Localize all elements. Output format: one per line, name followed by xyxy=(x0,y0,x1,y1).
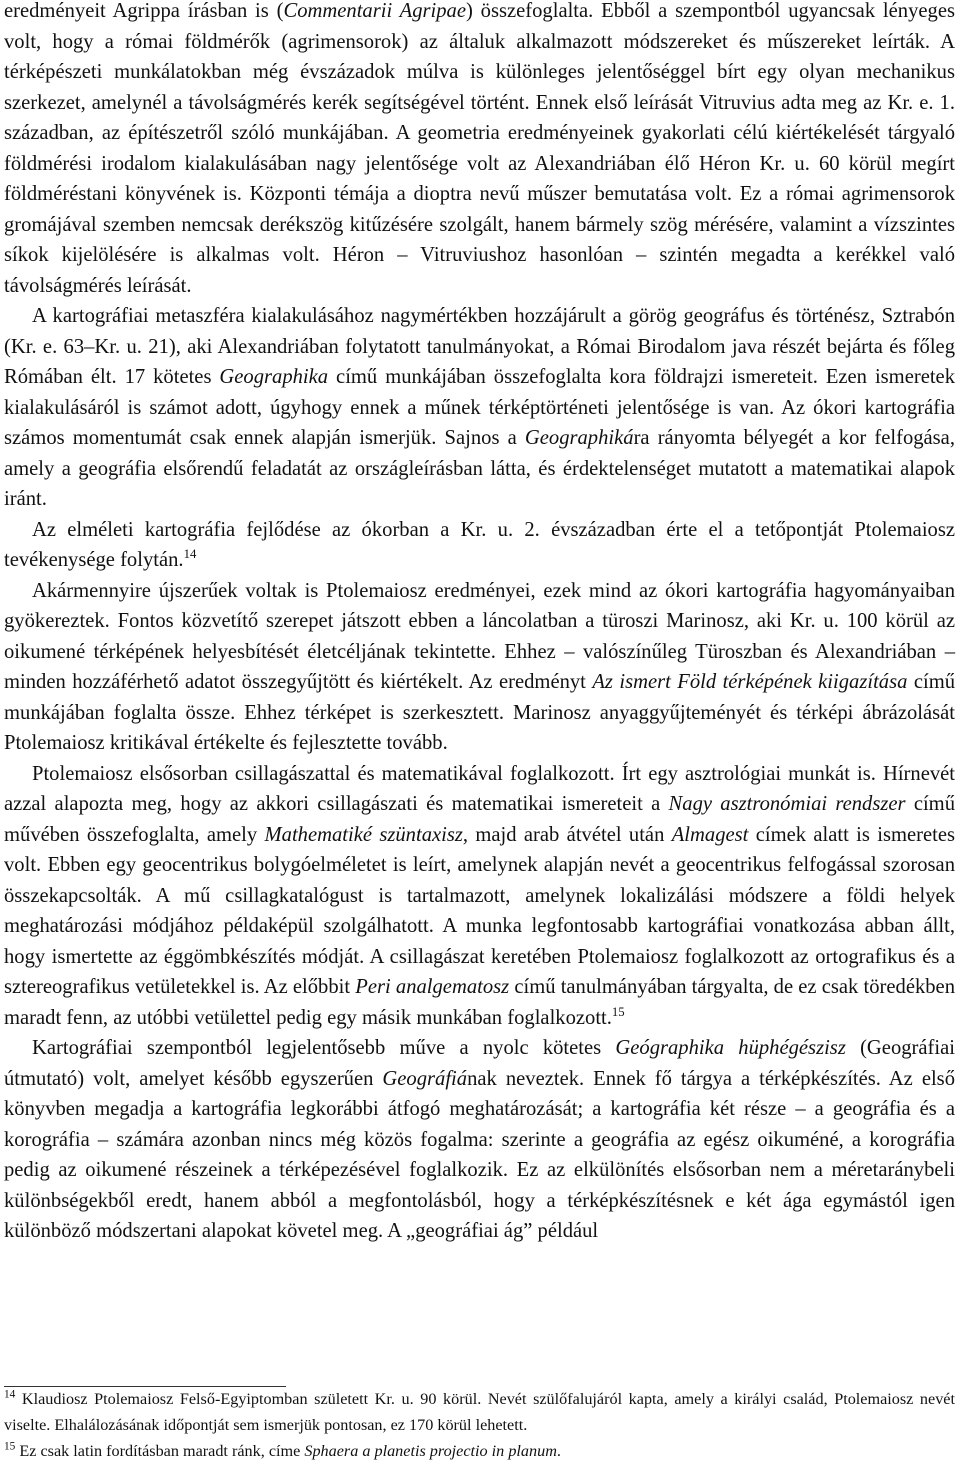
text-run: ra rányomta bélyegét a kor felfogása, amely a geográfia elsőrendű feladatát az országleírásban látta, és érdektelenséget mutatott a matematikai alapok iránt. xyxy=(4,427,955,510)
text-run: nak neveztek. Ennek fő tárgya a térképkészítés. Az első könyvben megadja a kartográfia legkorábbi átfogó meghatározását; a kartográfia két része – a geográfia és a korográfia – számára azonban nincs még közös fogalma: szerinte a geográfia az egész oikuméné, a korográfia pedig az oikumené részeinek a térképezésével foglalkozik. Ez az elkülönítés elsősorban nem a méretaránybeli különbségekből eredt, hanem abból a megfontolásból, hogy a térképkészítésnek e két ága egymástól igen különböző módszertani alapokat követel meg. A „geográfiai ág” például xyxy=(4,1067,955,1242)
text-run: Akármennyire újszerűek voltak is Ptolemaiosz eredményei, ezek mind az ókori kartográfia hagyományaiban gyökereztek. Fontos közvetítő szerepet játszott ebben a láncolatban a türoszi Marinosz, aki Kr. u. 100 körül az oikumené térképének helyesbítését életcéljának tekintette. Ehhez – valószínűleg Türoszban és Alexandriában – minden hozzáférhető adatot összegyűjtött és kiértékelt. Az eredményt xyxy=(4,579,955,693)
footnote-number: 15 xyxy=(4,1440,16,1453)
italic-title: Commentarii Agripae xyxy=(283,0,466,22)
text-run: A kartográfiai metaszféra kialakulásához nagymértékben hozzájárult a görög geográfus és történész, Sztrabón (Kr. e. 63–Kr. u. 21), aki Alexandriában folytatott tanulmányokat, a Római Birodalom java részét bejárta és főleg Rómában élt. 17 kötetes xyxy=(4,305,955,388)
text-run: Ptolemaiosz elsősorban csillagászattal és matematikával foglalkozott. Írt egy asztrológiai munkát is. Hírnevét azzal alapozta meg, hogy az akkori csillagászati és matematikai ismereteit a xyxy=(4,762,955,815)
italic-title: Sphaera a planetis projectio in planum xyxy=(304,1441,557,1460)
paragraph xyxy=(4,759,955,1034)
text-run: Ez csak latin fordításban maradt ránk, címe xyxy=(15,1441,305,1460)
text-run: Klaudiosz Ptolemaiosz Felső-Egyiptomban született Kr. u. 90 körül. Nevét szülőfalujáról kapta, amely a királyi család, Ptolemaiosz nevét viselte. Elhalálozásának időpontját sem ismerjük pontosan, ez 170 körül lehetett. xyxy=(4,1390,955,1434)
paragraph xyxy=(4,301,955,515)
text-run: című tanulmányában tárgyalta, de ez csak töredékben maradt fenn, az utóbbi vetülettel pedig egy másik munkában foglalkozott. xyxy=(4,976,955,1029)
paragraph xyxy=(4,1033,955,1247)
text-run: című munkájában összefoglalta kora földrajzi ismereteit. Ezen ismeretek kialakulásáról is számot adott, úgyhogy ennek a műnek térképtörténeti jelentősége is van. Az ókori kartográfia számos momentumát csak ennek alapján ismerjük. Sajnos a xyxy=(4,366,955,449)
text-run: , majd arab átvétel után xyxy=(462,823,672,846)
italic-title: Peri analgematosz xyxy=(355,976,510,998)
italic-title: Geographika xyxy=(219,366,329,388)
italic-title: Almagest xyxy=(671,823,749,846)
paragraph xyxy=(4,515,955,576)
italic-title: Az ismert Föld térképének kiigazítása xyxy=(592,671,908,693)
text-run: . xyxy=(556,1441,561,1460)
italic-title: Mathematiké szüntaxisz xyxy=(264,823,463,846)
text-run: című munkájában foglalta össze. Ehhez térképet is szerkesztett. Marinosz anyaggyűjteményét és térképi ábrázolását Ptolemaiosz kritikával értékelte és fejlesztette tovább. xyxy=(4,671,956,754)
italic-title: Geographiká xyxy=(524,427,634,449)
footnote-reference: 14 xyxy=(183,547,197,562)
text-run: címek alatt is ismeretes volt. Ebben egy geocentrikus bolygóelméletet is leírt, amelynek alapján nevét a geocentrikus felfogással szorosan összekapcsolták. A mű csillagkatalógust is tartalmazott, amelynek lokalizálási módszere a földi helyek meghatározási módjához példaképül szolgálhatott. A munka legfontosabb kartográfiai vonatkozása abban állt, hogy ismertette az éggömbkészítés módját. A csillagászat keretében Ptolemaiosz foglalkozott az ortografikus és a sztereografikus vetületekkel is. Az előbbit xyxy=(4,823,956,998)
body-text xyxy=(4,0,955,1247)
footnote-number: 14 xyxy=(4,1388,16,1401)
text-run: című művében összefoglalta, amely xyxy=(4,793,956,846)
text-run: eredményeit Agrippa írásban is ( xyxy=(4,0,284,22)
italic-title: Nagy asztronómiai rendszer xyxy=(668,793,906,815)
footnotes xyxy=(4,1387,955,1464)
paragraph xyxy=(4,0,955,301)
italic-title: Geográfiá xyxy=(382,1067,468,1090)
text-run: (Geográfiai útmutató) volt, amelyet később egyszerűen xyxy=(4,1037,955,1090)
paragraph xyxy=(4,576,955,759)
text-run: Kartográfiai szempontból legjelentősebb műve a nyolc kötetes xyxy=(32,1037,616,1059)
italic-title: Geógraphika hüphégészisz xyxy=(615,1037,846,1059)
text-run: ) összefoglalta. Ebből a szempontból ugyancsak lényeges volt, hogy a római földmérők (agrimensorok) az általuk alkalmazott módszereket és műszereket leírták. A térképészeti munkálatokban még évszázadok múlva is különleges jelentőséggel bírt egy olyan mechanikus szerkezet, amelynél a távolságmérés kerék segítségével történt. Ennek első leírását Vitruvius adta meg az Kr. e. 1. században, az építészetről szóló munkájában. A geometria eredményeinek gyakorlati célú kiértékelését tárgyaló földmérési irodalom kialakulásában nagy jelentősége volt az Alexandriában élő Héron Kr. u. 60 körül megírt földméréstani könyvének is. Központi témája a dioptra nevű műszer bemutatása volt. Ez a római agrimensorok gromájával szemben nemcsak derékszög kitűzésére szolgált, hanem bármely szög mérésére, valamint a vízszintes síkok kijelölésére is alkalmas volt. Héron – Vitruviushoz hasonlóan – szintén megadta a kerékkel való távolságmérés leírását. xyxy=(4,0,955,297)
footnote xyxy=(4,1439,955,1465)
text-run: Az elméleti kartográfia fejlődése az ókorban a Kr. u. 2. évszázadban érte el a tetőpontját Ptolemaiosz tevékenysége folytán. xyxy=(4,518,955,571)
footnote xyxy=(4,1387,955,1439)
footnote-reference: 15 xyxy=(611,1004,625,1019)
